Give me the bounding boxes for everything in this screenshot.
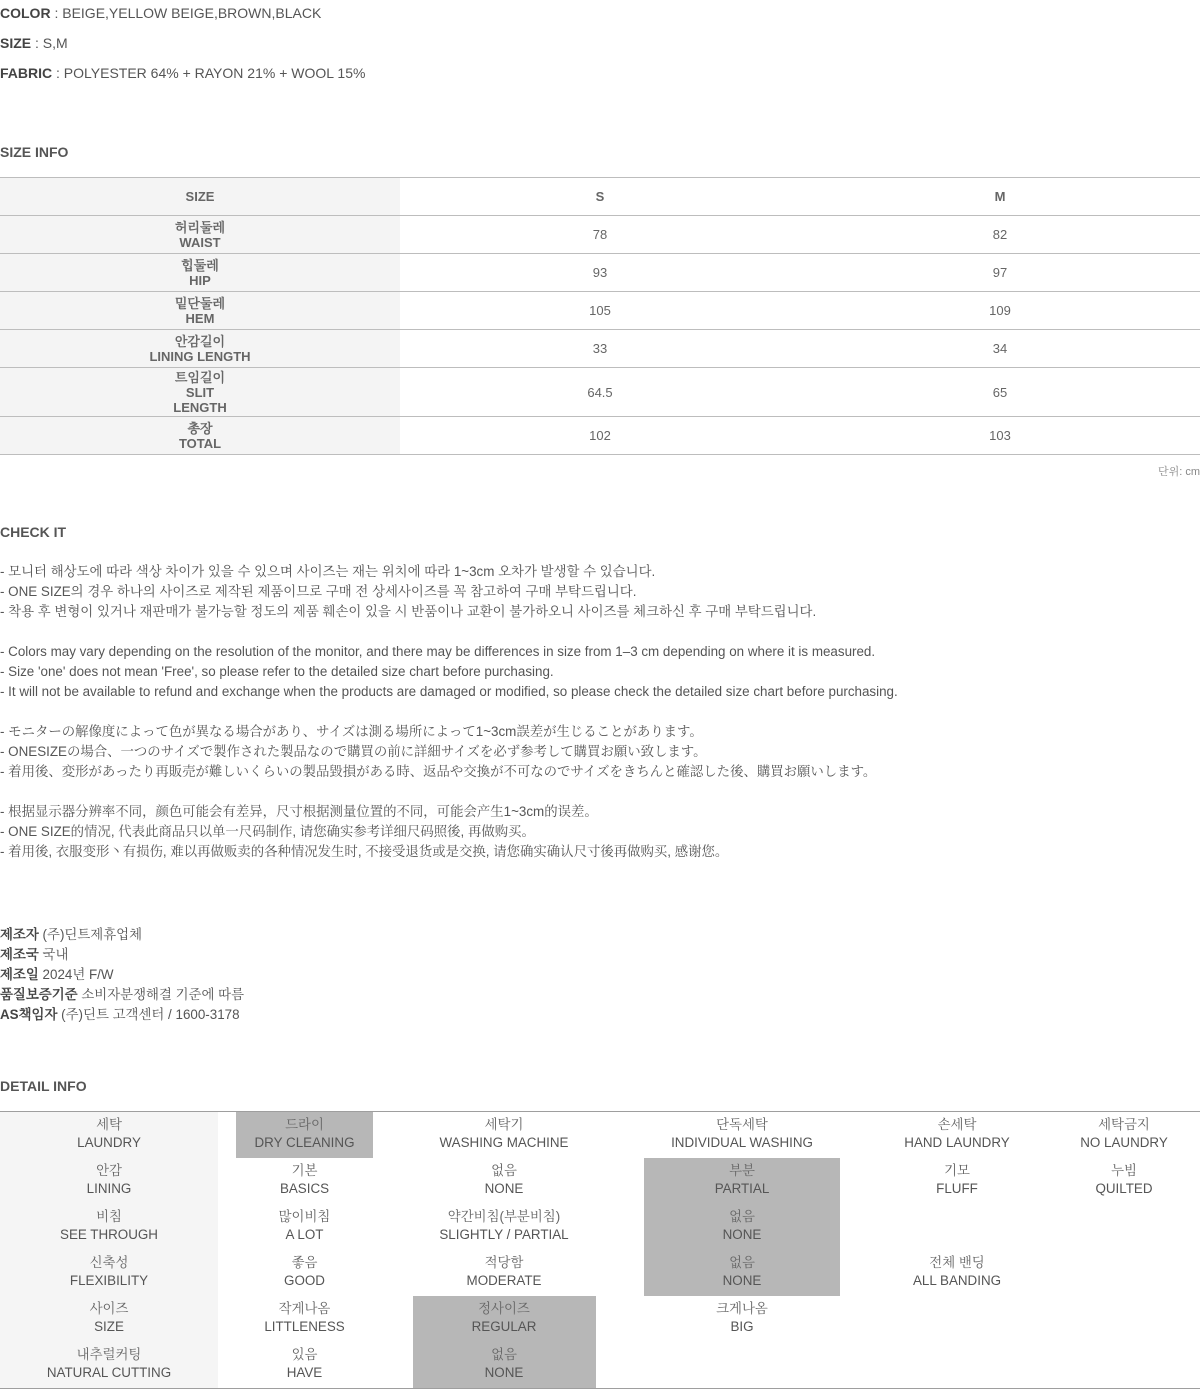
row-label-en: LINING LENGTH <box>149 348 251 364</box>
cell-kr: 드라이 <box>285 1117 324 1132</box>
cell-kr: 작게나옴 <box>278 1301 331 1316</box>
cell-kr: 없음 <box>729 1209 755 1224</box>
cell-en: GOOD <box>284 1273 325 1288</box>
check-notes-en <box>0 642 898 702</box>
spec-size <box>0 35 68 51</box>
row-label <box>0 216 400 254</box>
detail-cell <box>867 1162 1047 1198</box>
check-notes-jp <box>0 722 876 782</box>
cell-kr: 신축성 <box>89 1255 129 1270</box>
cell-en: NATURAL CUTTING <box>46 1365 172 1380</box>
cell-kr: 있음 <box>291 1347 318 1362</box>
cell-kr: 없음 <box>491 1163 517 1178</box>
cell-kr: 안감 <box>96 1163 122 1178</box>
cell-kr: 세탁기 <box>484 1117 524 1132</box>
info-date <box>0 964 114 983</box>
cell-en: NONE <box>484 1181 524 1196</box>
table-row <box>0 330 1200 368</box>
cell-en: NO LAUNDRY <box>1080 1135 1168 1150</box>
note-line: - 根据显示器分辨率不同，颜色可能会有差异，尺寸根据测量位置的不同，可能会产生1~3cm的误差。 <box>0 804 598 819</box>
note-line: - Colors may vary depending on the resolution of the monitor, and there may be differences in size from 1–3 cm depending on where it is measured. <box>0 644 876 659</box>
spec-fabric-value: : POLYESTER 64% + RAYON 21% + WOOL 15% <box>56 65 366 81</box>
detail-cell <box>404 1208 604 1244</box>
detail-info-title: DETAIL INFO <box>0 1078 87 1094</box>
detail-cell <box>642 1116 842 1152</box>
cell-s: 105 <box>400 292 800 330</box>
detail-cell <box>642 1300 842 1336</box>
detail-cell <box>236 1346 373 1382</box>
row-label-kr: 힙둘레 <box>181 257 219 273</box>
cell-en: NONE <box>722 1227 762 1242</box>
cell-m: 34 <box>800 330 1200 368</box>
cell-kr: 크게나옴 <box>716 1301 768 1316</box>
check-it-title: CHECK IT <box>0 524 67 540</box>
spec-color-value: : BEIGE,YELLOW BEIGE,BROWN,BLACK <box>54 5 322 21</box>
detail-cell <box>0 1208 218 1244</box>
detail-cell <box>1054 1116 1194 1152</box>
cell-en: BASICS <box>279 1181 330 1196</box>
cell-en: ALL BANDING <box>912 1273 1002 1288</box>
note-line: - 着用後、変形があったり再販売が難しいくらいの製品毀損がある時、返品や交換が不可なのでサイズをきちんと確認した後、購買お願いします。 <box>0 764 877 779</box>
check-notes-kr <box>0 562 816 622</box>
cell-en: INDIVIDUAL WASHING <box>671 1135 813 1150</box>
cell-en: SLIGHTLY / PARTIAL <box>439 1227 569 1242</box>
info-maker-value: (주)딘트제휴업체 <box>42 927 143 942</box>
cell-kr: 없음 <box>491 1347 517 1362</box>
info-warranty-label: 품질보증기준 <box>0 987 78 1002</box>
cell-kr: 내추럴커팅 <box>76 1347 142 1362</box>
cell-en: SEE THROUGH <box>60 1227 158 1242</box>
cell-kr: 부분 <box>729 1163 755 1178</box>
cell-kr: 많이비침 <box>278 1209 331 1224</box>
size-header-s: S <box>400 178 800 216</box>
detail-cell <box>0 1116 218 1152</box>
row-label-en: HEM <box>185 310 215 326</box>
cell-kr: 기본 <box>291 1163 318 1178</box>
detail-cell <box>0 1346 218 1382</box>
cell-kr: 좋음 <box>291 1255 318 1270</box>
check-notes-cn <box>0 802 728 862</box>
cell-s: 64.5 <box>400 368 800 417</box>
cell-m: 103 <box>800 417 1200 455</box>
row-label <box>0 292 400 330</box>
table-row <box>0 417 1200 455</box>
row-label <box>0 368 400 417</box>
info-as-value: (주)딘트 고객센터 / 1600-3178 <box>61 1007 240 1022</box>
size-header-label: SIZE <box>0 178 400 216</box>
cell-s: 93 <box>400 254 800 292</box>
spec-size-label: SIZE <box>0 35 32 51</box>
cell-kr: 누빔 <box>1111 1163 1137 1178</box>
detail-cell <box>1054 1162 1194 1198</box>
cell-kr: 정사이즈 <box>478 1301 530 1316</box>
info-maker <box>0 924 142 943</box>
row-label-kr: 총장 <box>187 420 213 436</box>
row-label-en: WAIST <box>179 234 221 250</box>
detail-cell <box>404 1116 604 1152</box>
table-row <box>0 292 1200 330</box>
detail-cell <box>404 1346 604 1382</box>
detail-cell <box>867 1254 1047 1290</box>
cell-s: 102 <box>400 417 800 455</box>
cell-kr: 세탁 <box>96 1117 122 1132</box>
spec-color-label: COLOR <box>0 5 51 21</box>
cell-en: NONE <box>484 1365 524 1380</box>
row-label-kr: 밑단둘레 <box>174 295 226 311</box>
detail-cell <box>867 1116 1047 1152</box>
cell-kr: 손세탁 <box>937 1117 977 1132</box>
detail-cell <box>236 1162 373 1198</box>
size-table-header <box>0 178 1200 216</box>
cell-kr: 기모 <box>944 1163 970 1178</box>
cell-en: REGULAR <box>471 1319 537 1334</box>
detail-cell <box>642 1208 842 1244</box>
cell-kr: 없음 <box>729 1255 755 1270</box>
spec-size-value: : S,M <box>35 35 68 51</box>
row-label-en: HIP <box>189 272 211 288</box>
note-line: - 모니터 해상도에 따라 색상 차이가 있을 수 있으며 사이즈는 재는 위치에 따라 1~3cm 오차가 발생할 수 있습니다. <box>0 564 656 579</box>
cell-kr: 약간비침(부분비침) <box>447 1209 561 1224</box>
info-as <box>0 1004 240 1023</box>
cell-en: HAND LAUNDRY <box>904 1135 1010 1150</box>
table-row <box>0 216 1200 254</box>
info-date-value: 2024년 F/W <box>42 967 114 982</box>
cell-m: 82 <box>800 216 1200 254</box>
detail-cell <box>404 1254 604 1290</box>
cell-kr: 적당함 <box>484 1255 524 1270</box>
detail-cell <box>404 1300 604 1336</box>
row-label-kr: 안감길이 <box>174 333 226 349</box>
cell-m: 97 <box>800 254 1200 292</box>
cell-en: A LOT <box>285 1227 324 1242</box>
detail-cell <box>236 1208 373 1244</box>
detail-cell <box>0 1162 218 1198</box>
cell-kr: 단독세탁 <box>716 1117 768 1132</box>
table-row <box>0 254 1200 292</box>
cell-s: 33 <box>400 330 800 368</box>
detail-cell <box>642 1254 842 1290</box>
cell-en: QUILTED <box>1095 1181 1153 1196</box>
note-line: - ONE SIZE의 경우 하나의 사이즈로 제작된 제품이므로 구매 전 상세사이즈를 꼭 참고하여 구매 부탁드립니다. <box>0 584 637 599</box>
info-as-label: AS책임자 <box>0 1007 58 1022</box>
detail-cell <box>236 1254 373 1290</box>
cell-en: LINING <box>86 1181 132 1196</box>
cell-en: LAUNDRY <box>77 1135 141 1150</box>
info-country-value: 국내 <box>42 947 69 962</box>
cell-kr: 사이즈 <box>89 1301 129 1316</box>
cell-en: DRY CLEANING <box>254 1135 355 1150</box>
detail-cell <box>236 1116 373 1152</box>
detail-table <box>0 1111 1200 1389</box>
size-header-m: M <box>800 178 1200 216</box>
size-table <box>0 177 1200 455</box>
spec-fabric <box>0 65 365 81</box>
row-label-en: TOTAL <box>178 435 222 451</box>
row-label-kr: 허리둘레 <box>174 219 226 235</box>
size-info-title: SIZE INFO <box>0 144 69 160</box>
cell-en: LITTLENESS <box>264 1319 345 1334</box>
cell-s: 78 <box>400 216 800 254</box>
spec-fabric-label: FABRIC <box>0 65 53 81</box>
detail-cell <box>236 1300 373 1336</box>
spec-color <box>0 5 321 21</box>
cell-en: NONE <box>722 1273 762 1288</box>
info-date-label: 제조일 <box>0 967 39 982</box>
row-label <box>0 417 400 455</box>
cell-m: 109 <box>800 292 1200 330</box>
cell-kr: 전체 밴딩 <box>929 1255 985 1270</box>
info-country-label: 제조국 <box>0 947 39 962</box>
row-label <box>0 330 400 368</box>
cell-kr: 세탁금지 <box>1098 1117 1150 1132</box>
note-line: - 着用後, 衣服变形丶有损伤, 难以再做贩卖的各种情况发生时, 不接受退货或是交换, 请您确实确认尺寸後再做购买, 感谢您。 <box>0 844 729 859</box>
note-line: - Size 'one' does not mean 'Free', so please refer to the detailed size chart before purchasing. <box>0 664 554 679</box>
detail-cell <box>404 1162 604 1198</box>
cell-m: 65 <box>800 368 1200 417</box>
table-row <box>0 368 1200 417</box>
detail-cell <box>642 1162 842 1198</box>
cell-en: BIG <box>730 1319 754 1334</box>
note-line: - ONE SIZE的情况, 代表此商品只以单一尺码制作, 请您确实参考详细尺码照後, 再做购买。 <box>0 824 535 839</box>
detail-cell <box>0 1254 218 1290</box>
row-label-kr: 트임길이 <box>174 369 226 385</box>
row-label-en: SLIT LENGTH <box>173 384 227 415</box>
info-country <box>0 944 68 963</box>
cell-kr: 비침 <box>96 1209 122 1224</box>
detail-cell <box>0 1300 218 1336</box>
cell-en: HAVE <box>286 1365 323 1380</box>
cell-en: SIZE <box>94 1319 124 1334</box>
info-maker-label: 제조자 <box>0 927 39 942</box>
note-line: - It will not be available to refund and exchange when the products are damaged or modified, so please check the detailed size chart before purchasing. <box>0 684 898 699</box>
cell-en: WASHING MACHINE <box>439 1135 569 1150</box>
note-line: - 착용 후 변형이 있거나 재판매가 불가능할 정도의 제품 훼손이 있을 시 반품이나 교환이 불가하오니 사이즈를 체크하신 후 구매 부탁드립니다. <box>0 604 817 619</box>
unit-note: 단위: cm <box>1157 466 1200 478</box>
cell-en: FLUFF <box>936 1181 978 1196</box>
note-line: - ONESIZEの場合、一つのサイズで製作された製品なので購買の前に詳細サイズを必ず参考して購買お願い致します。 <box>0 744 707 759</box>
info-warranty-value: 소비자분쟁해결 기준에 따름 <box>81 987 245 1002</box>
note-line: - モニターの解像度によって色が異なる場合があり、サイズは測る場所によって1~3cm誤差が生じることがあります。 <box>0 724 703 739</box>
info-warranty <box>0 984 244 1003</box>
row-label <box>0 254 400 292</box>
cell-en: FLEXIBILITY <box>69 1273 149 1288</box>
cell-en: PARTIAL <box>714 1181 770 1196</box>
cell-en: MODERATE <box>466 1273 542 1288</box>
